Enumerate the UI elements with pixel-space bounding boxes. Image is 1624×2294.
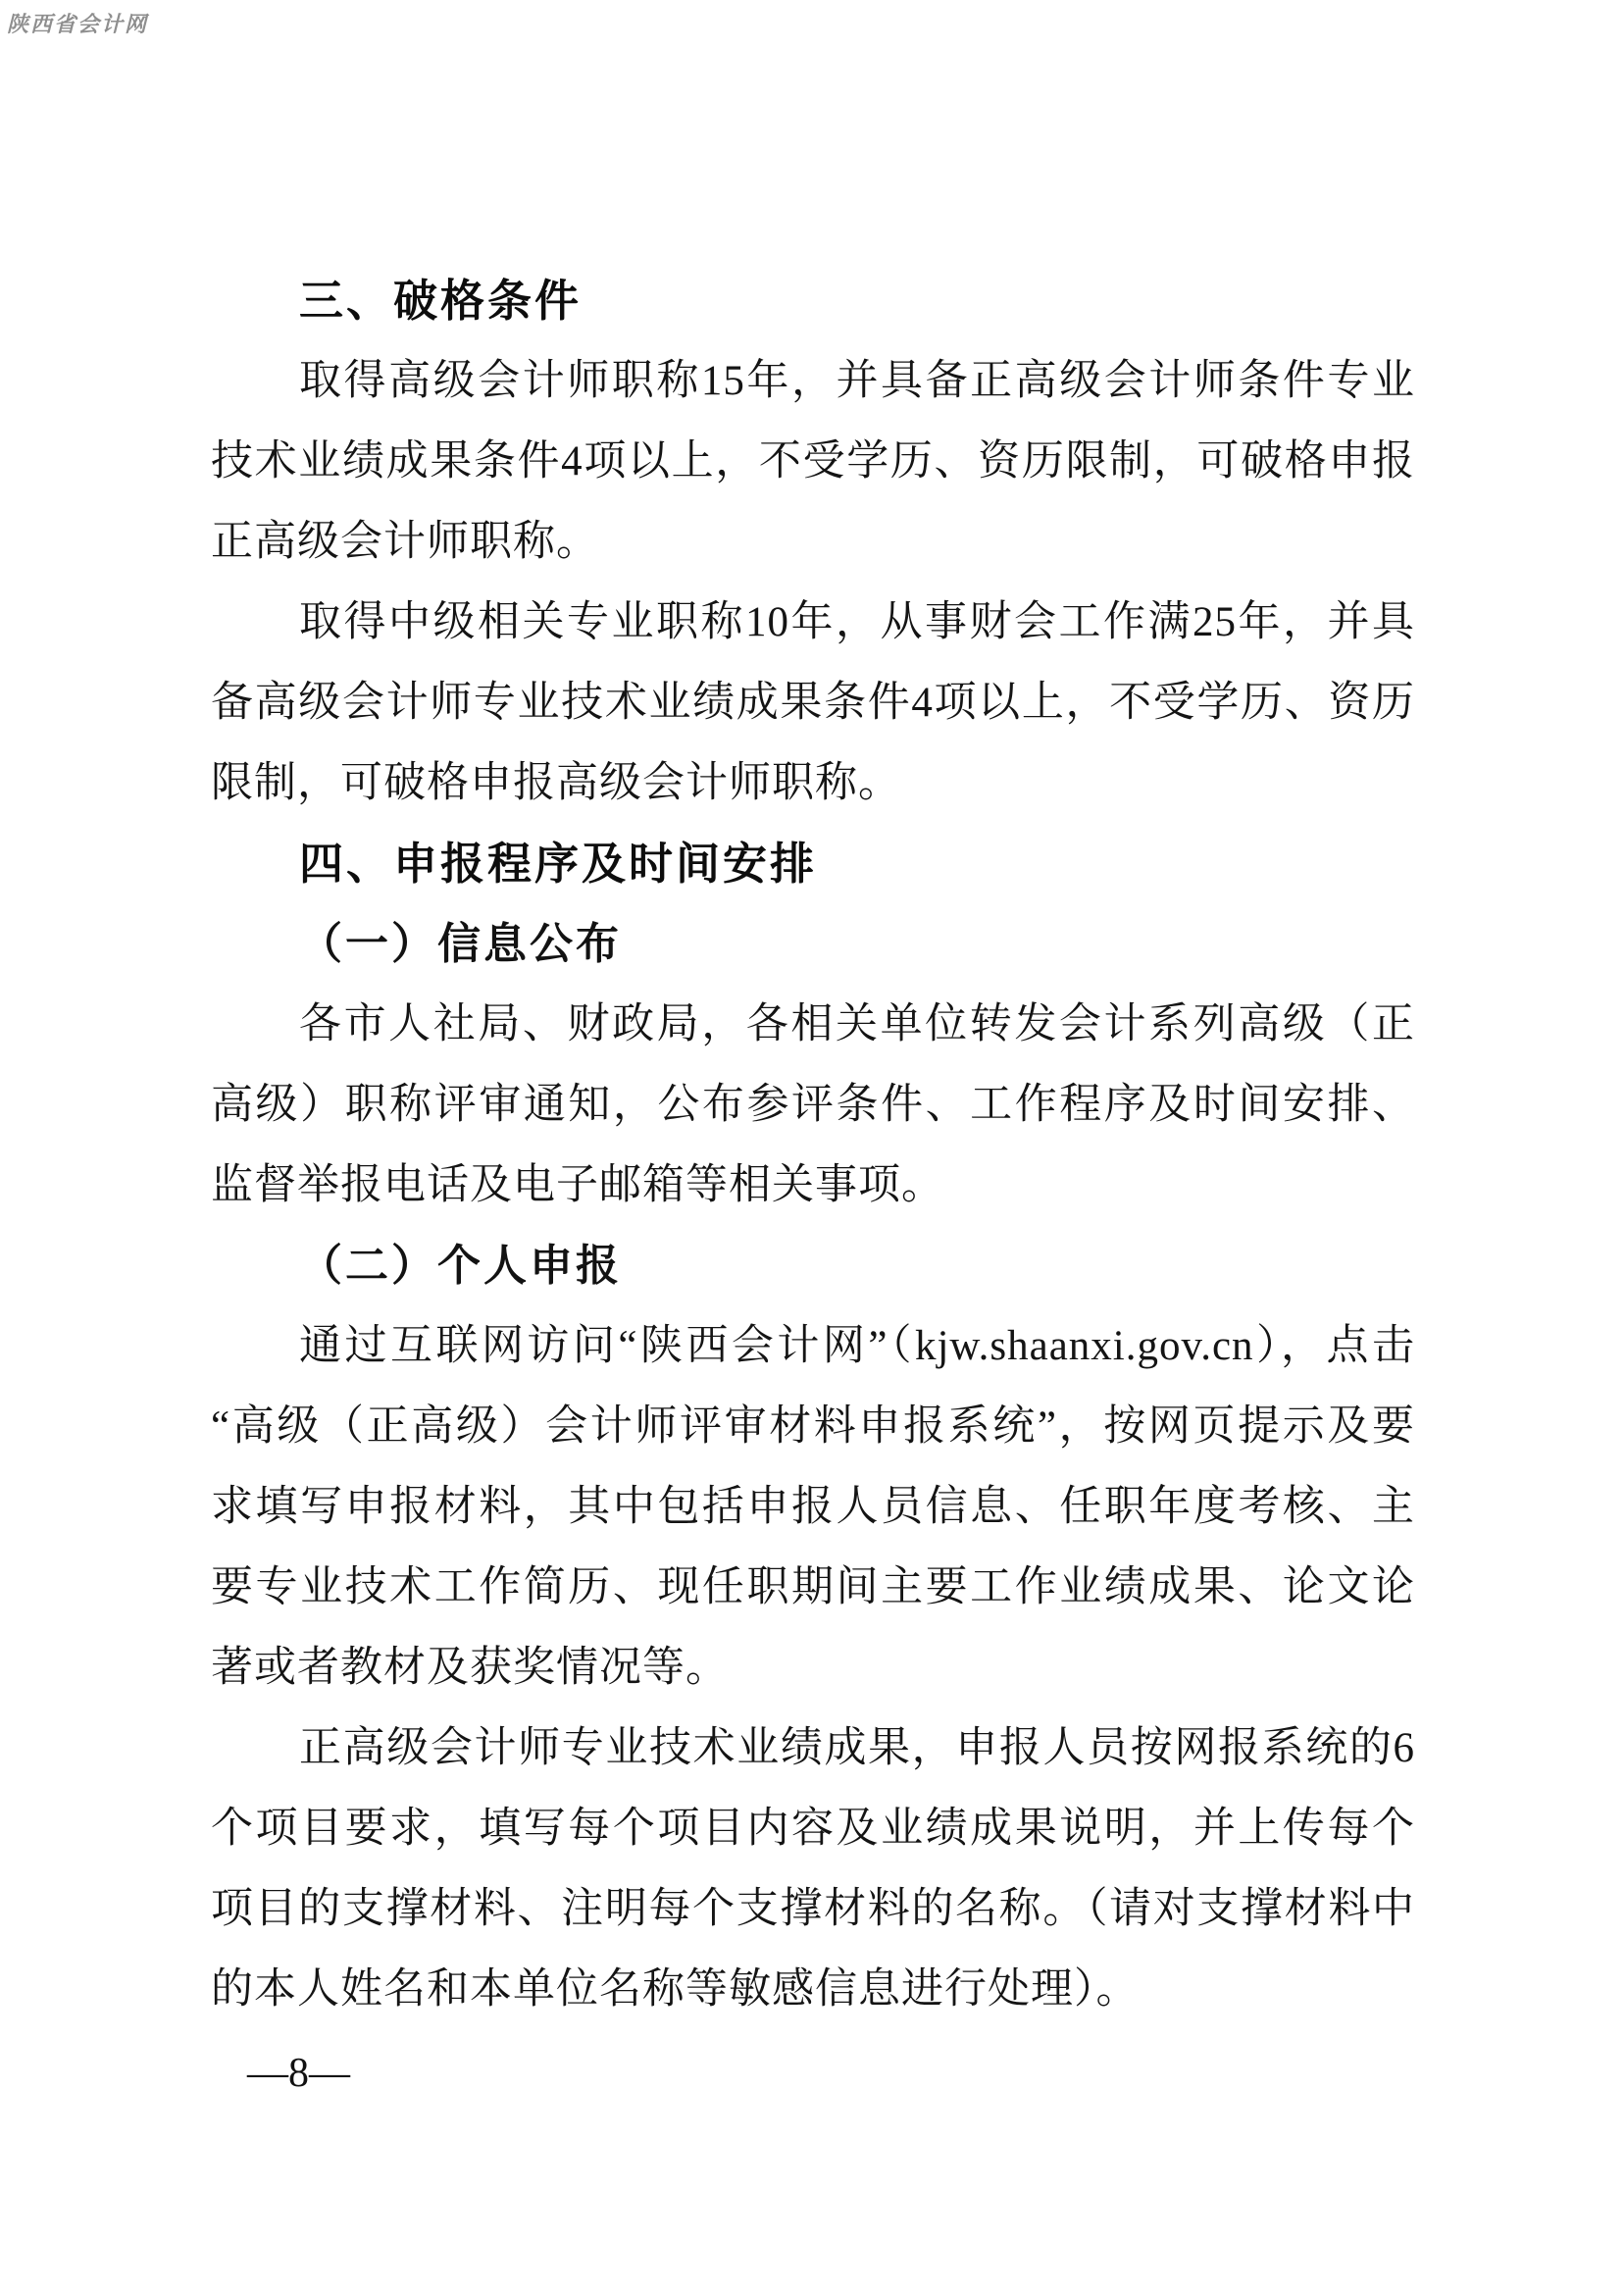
subsection-heading-information-release: （一）信息公布 bbox=[299, 920, 622, 968]
section-heading-exception-conditions: 三、破格条件 bbox=[299, 276, 583, 326]
document-body bbox=[211, 261, 1415, 2030]
subsection-heading-individual-application: （二）个人申报 bbox=[299, 1242, 622, 1290]
site-watermark: 陕西省会计网 bbox=[7, 12, 149, 36]
page-number: —8— bbox=[247, 2051, 350, 2096]
paragraph-achievement-items: 正高级会计师专业技术业绩成果，申报人员按网报系统的6个项目要求，填写每个项目内容及业绩成果说明，并上传每个项目的支撑材料、注明每个支撑材料的名称。（请对支撑材料中的本人姓名和本单位名称等敏感信息进行处理）。 bbox=[211, 1725, 1415, 2013]
section-heading-application-procedure: 四、申报程序及时间安排 bbox=[299, 839, 818, 889]
paragraph-online-application: 通过互联网访问“陕西会计网”（kjw.shaanxi.gov.cn），点击“高级（正高级）会计师评审材料申报系统”，按网页提示及要求填写申报材料，其中包括申报人员信息、任职年度考核、主要专业技术工作简历、现任职期间主要工作业绩成果、论文论著或者教材及获奖情况等。 bbox=[211, 1323, 1415, 1691]
paragraph-intermediate-title-10-years: 取得中级相关专业职称10年，从事财会工作满25年，并具备高级会计师专业技术业绩成果条件4项以上，不受学历、资历限制，可破格申报高级会计师职称。 bbox=[211, 599, 1415, 806]
paragraph-senior-title-15-years: 取得高级会计师职称15年，并具备正高级会计师条件专业技术业绩成果条件4项以上，不受学历、资历限制，可破格申报正高级会计师职称。 bbox=[211, 358, 1415, 565]
paragraph-information-release: 各市人社局、财政局，各相关单位转发会计系列高级（正高级）职称评审通知，公布参评条件、工作程序及时间安排、监督举报电话及电子邮箱等相关事项。 bbox=[211, 1001, 1415, 1208]
